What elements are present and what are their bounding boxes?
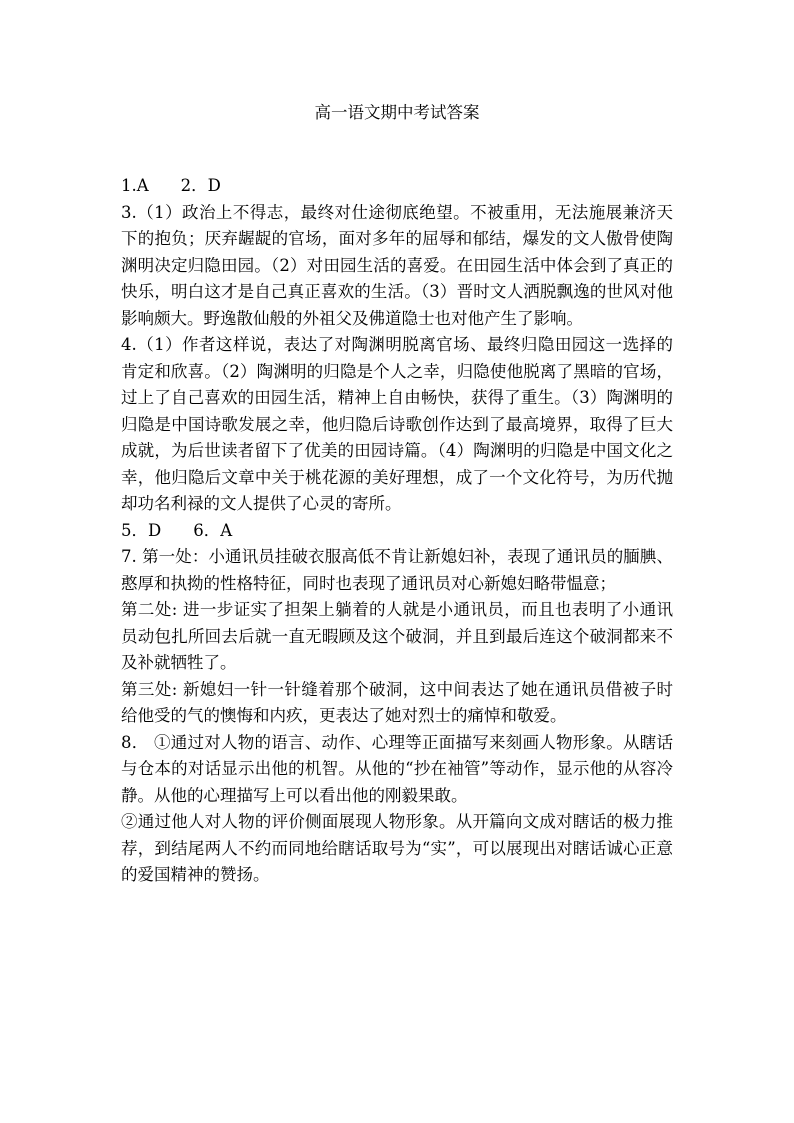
answer-7-part-2: 第二处: 进一步证实了担架上躺着的人就是小通讯员，而且也表明了小通讯员动包扎所回去后就一直无暇顾及这个破洞，并且到最后连这个破洞都来不及补就牺牲了。 — [121, 600, 673, 672]
answer-4: 4.（1）作者这样说，表达了对陶渊明脱离官场、最终归隐田园这一选择的肯定和欣喜。（2）陶渊明的归隐是个人之幸，归隐使他脱离了黑暗的官场，过上了自己喜欢的田园生活，精神上自由畅快，获得了重生。（3）陶渊明的归隐是中国诗歌发展之幸，他归隐后诗歌创作达到了最高境界，取得了巨大成就，为后世读者留下了优美的田园诗篇。（4）陶渊明的归隐是中国文化之幸，他归隐后文章中关于桃花源的美好理想，成了一个文化符号，为历代抛却功名利禄的文人提供了心灵的寄所。 — [121, 335, 673, 513]
answers-1-2 — [121, 173, 673, 200]
answer-5: 5．D — [121, 520, 162, 540]
answer-2: 2．D — [180, 176, 221, 195]
answer-7-part-3: 第三处: 新媳妇一针一针缝着那个破洞，这中间表达了她在通讯员借被子时给他受的气的懊悔和内疚，更表达了她对烈士的痛悼和敬爱。 — [121, 679, 673, 725]
page-title: 高一语文期中考试答案 — [314, 103, 480, 122]
answer-8-part-1: 8． ①通过对人物的语言、动作、心理等正面描写来刻画人物形象。从瞎话与仓本的对话显示出他的机智。从他的“抄在袖管”等动作，显示他的从容冷静。从他的心理描写上可以看出他的刚毅果敢。 — [121, 732, 673, 805]
answer-body — [121, 173, 673, 889]
answer-8-part-2: ②通过他人对人物的评价侧面展现人物形象。从开篇向文成对瞎话的极力推荐，到结尾两人不约而同地给瞎话取号为“实”，可以展现出对瞎话诚心正意的爱国精神的赞扬。 — [121, 812, 673, 884]
answer-7-part-1: 7. 第一处：小通讯员挂破衣服高低不肯让新媳妇补，表现了通讯员的腼腆、憨厚和执拗的性格特征，同时也表现了通讯员对心新媳妇略带愠意； — [121, 547, 673, 593]
answers-5-6 — [121, 518, 673, 545]
answer-6: 6．A — [193, 520, 233, 540]
answer-1: 1.A — [121, 176, 149, 195]
answer-3: 3.（1）政治上不得志，最终对仕途彻底绝望。不被重用，无法施展兼济天下的抱负；厌弃龌龊的官场，面对多年的屈辱和郁结，爆发的文人傲骨使陶渊明决定归隐田园。（2）对田园生活的喜爱。在田园生活中体会到了真正的快乐，明白这才是自己真正喜欢的生活。（3）晋时文人洒脱飘逸的世风对他影响颇大。野逸散仙般的外祖父及佛道隐士也对他产生了影响。 — [121, 202, 673, 328]
